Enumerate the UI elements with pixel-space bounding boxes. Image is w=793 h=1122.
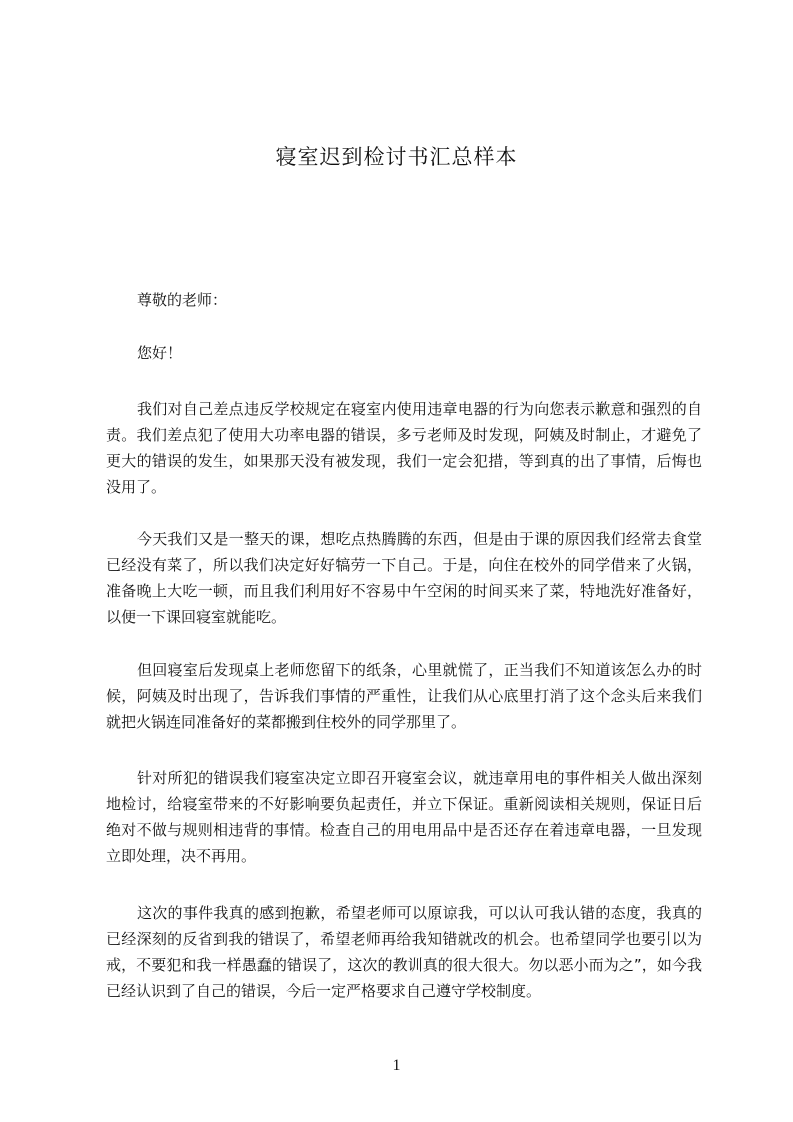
document-title: 寝室迟到检讨书汇总样本: [275, 145, 518, 169]
salutation: 尊敬的老师：: [137, 291, 228, 309]
paragraph-4: 针对所犯的错误我们寝室决定立即召开寝室会议，就违章用电的事件相关人做出深刻地检讨，给寝室带来的不好影响要负起责任，并立下保证。重新阅读相关规则，保证日后绝对不做与规则相违背的事情。检查自己的用电用品中是否还存在着违章电器，一旦发现立即处理，决不再用。: [106, 769, 702, 865]
greeting: 您好！: [137, 344, 183, 362]
paragraph-3: 但回寝室后发现桌上老师您留下的纸条，心里就慌了，正当我们不知道该怎么办的时候，阿姨及时出现了，告诉我们事情的严重性，让我们从心底里打消了这个念头后来我们就把火锅连同准备好的菜都搬到住校外的同学那里了。: [106, 661, 702, 731]
paragraph-5: 这次的事件我真的感到抱歉，希望老师可以原谅我，可以认可我认错的态度，我真的已经深刻的反省到我的错误了，希望老师再给我知错就改的机会。也希望同学也要引以为戒，不要犯和我一样愚蠢的错误了，这次的教训真的很大很大。勿以恶小而为之”，如今我已经认识到了自己的错误，今后一定严格要求自己遵守学校制度。: [106, 904, 702, 1000]
paragraph-2: 今天我们又是一整天的课，想吃点热腾腾的东西，但是由于课的原因我们经常去食堂已经没有菜了，所以我们决定好好犒劳一下自己。于是，向住在校外的同学借来了火锅，准备晚上大吃一顿，而且我们利用好不容易中午空闲的时间买来了菜，特地洗好准备好，以便一下课回寝室就能吃。: [106, 530, 702, 626]
paragraph-1: 我们对自己差点违反学校规定在寝室内使用违章电器的行为向您表示歉意和强烈的自责。我们差点犯了使用大功率电器的错误，多亏老师及时发现，阿姨及时制止，才避免了更大的错误的发生，如果那天没有被发现，我们一定会犯措，等到真的出了事情，后悔也没用了。: [106, 400, 702, 496]
page-number: 1: [392, 1057, 401, 1074]
